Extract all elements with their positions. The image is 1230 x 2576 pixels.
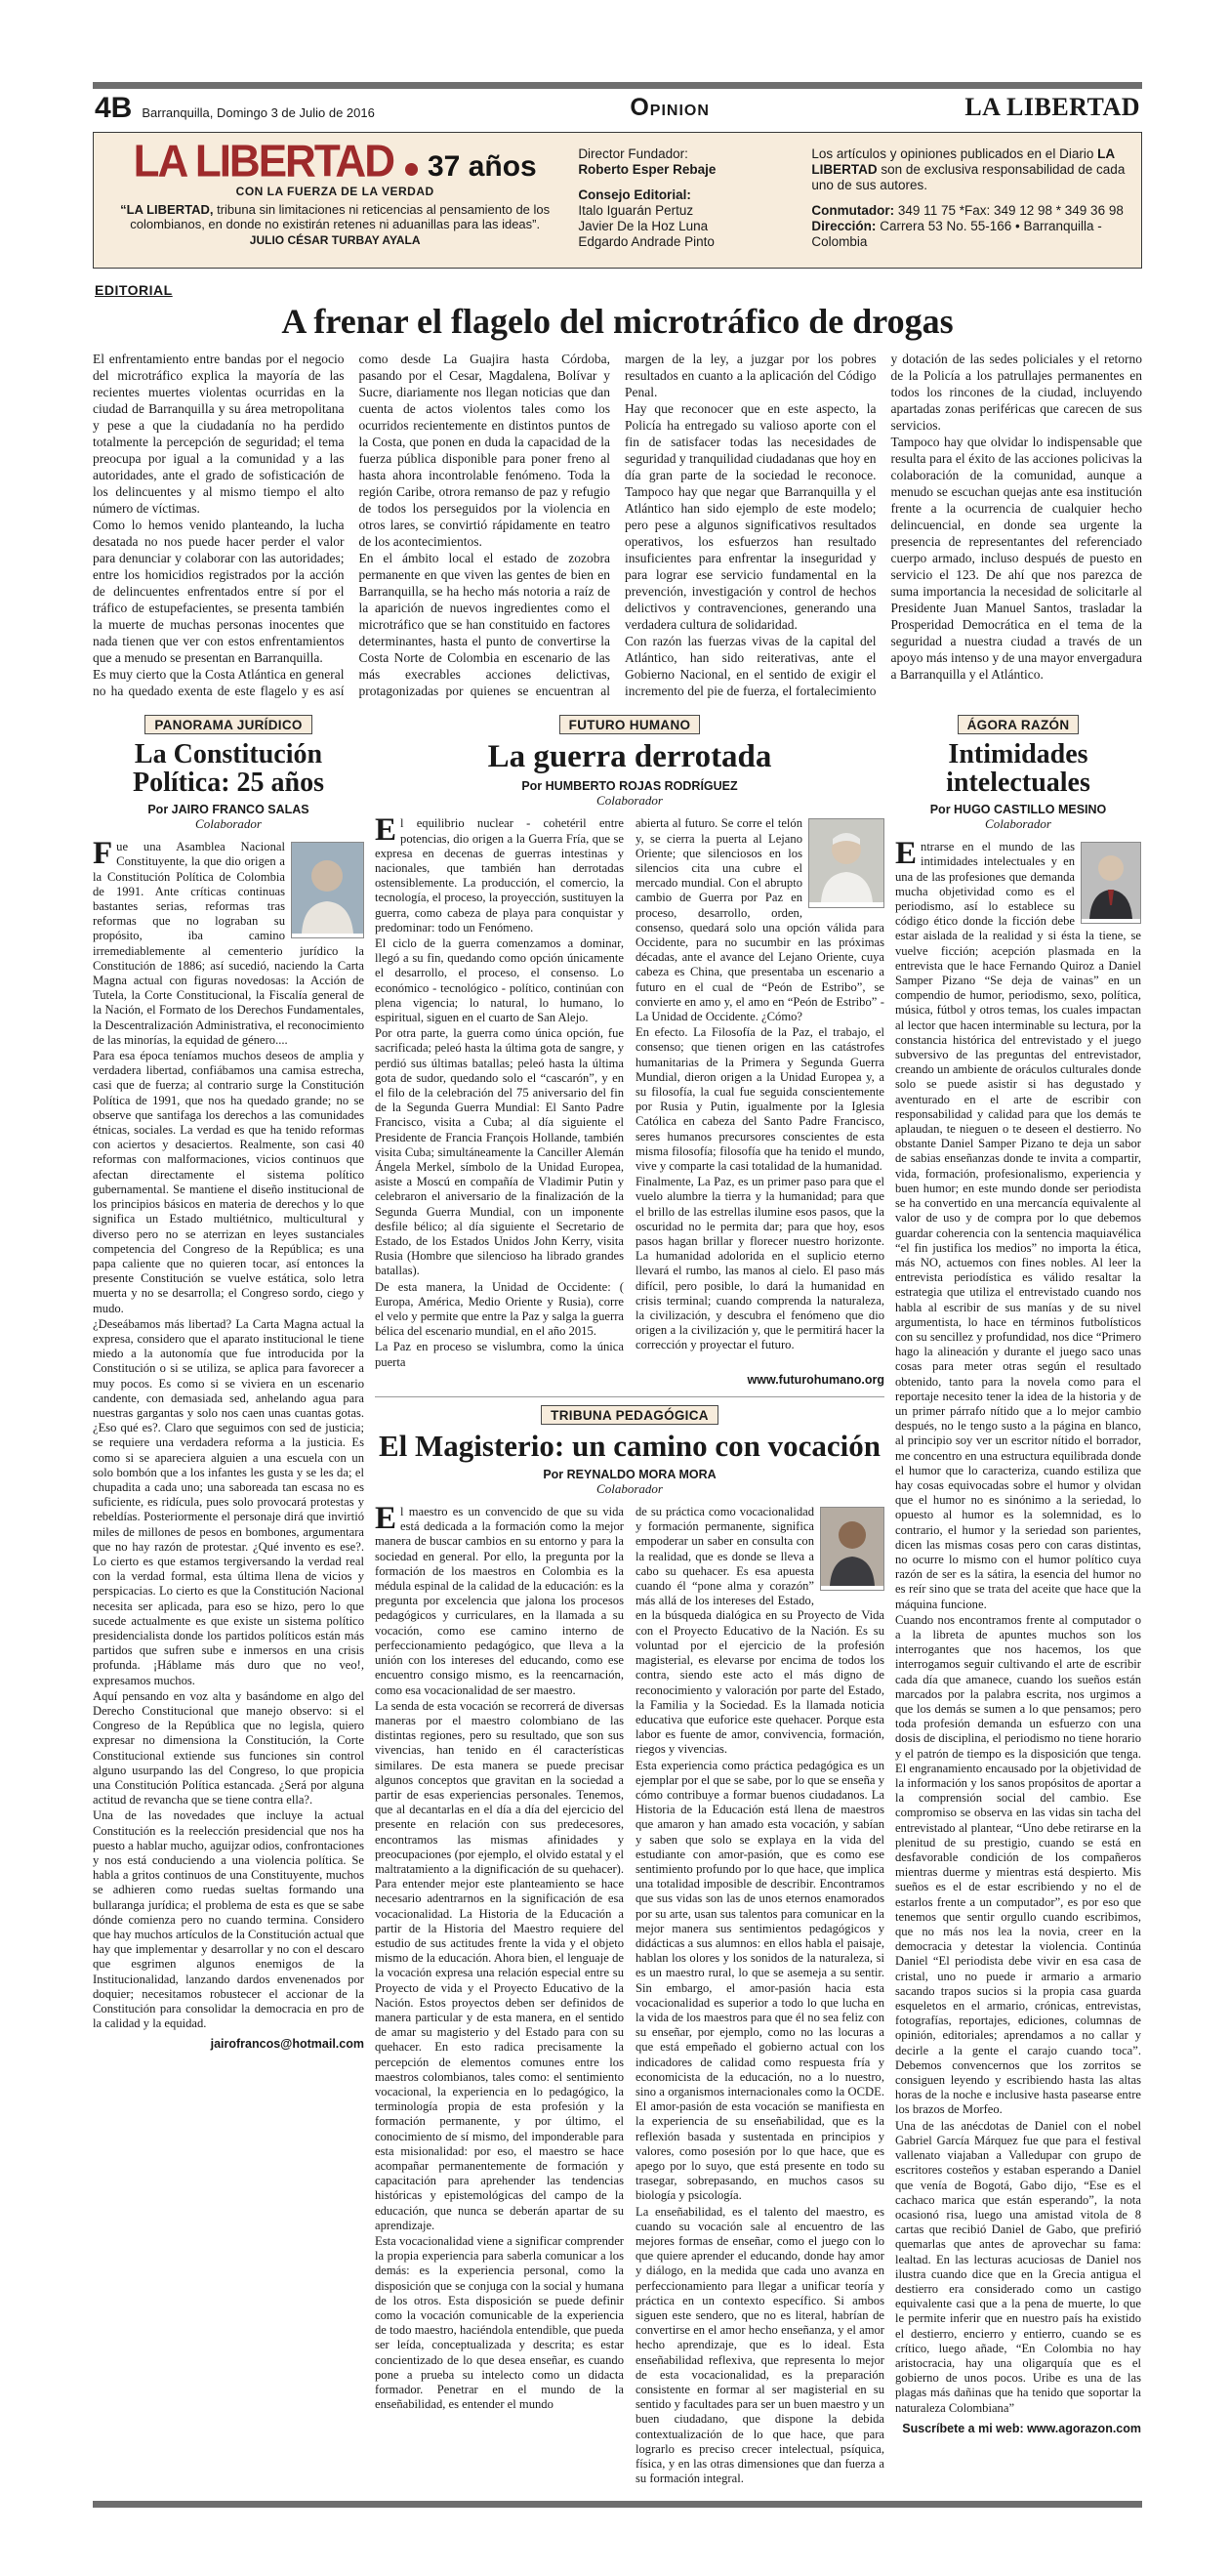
section-initial: O	[630, 94, 650, 121]
author-email-link[interactable]: jairofrancos@hotmail.com	[210, 2037, 364, 2052]
badge-tribuna-pedagogica: TRIBUNA PEDAGÓGICA	[541, 1405, 718, 1425]
paragraph: El ciclo de la guerra comenzamos a dominar, llegó a su fin, quedando como opción únicamente el desarrollo, el proceso, el consenso. Lo económico - tecnológico - político, continúan con plena vigencia; lo natural, lo humano, lo espiritual, siguen en el cuarto de San Alejo.	[375, 935, 624, 1024]
disclaimer-brand: LA LIBERTAD	[811, 146, 1115, 177]
agora-subscribe-link[interactable]: Suscríbete a mi web: www.agorazon.com	[902, 2421, 1141, 2435]
paragraph: Por otra parte, la guerra como única opción, fue sacrificada; peleó hasta la última gota de sangre, y perdió sus últimas batallas; peleó hasta la última gota de sudor, quedando solo el “cascarón”, y en el filo de la celebración del 75 aniversario del fin de la Segunda Guerra Mundial: El Santo Padre Francisco, visita a Cuba; al día siguiente el Presidente de Francia François Hollande, también visita Cuba; simultáneamente la Canciller Alemán Ángela Merkel, símbolo de la Unidad Europea, asiste a Moscú en compañía de Vladimir Putin y celebraron el aniversario de la finalización de la Segunda Guerra Mundial, con un imponente desfile bélico; al día siguiente el Secretario de Estado, de los Estados Unidos John Kerry, visita Rusia (Hombre que silencioso ha librado grandes batallas).	[375, 1026, 624, 1278]
address-label: Dirección:	[811, 219, 877, 233]
editorial-label: EDITORIAL	[95, 282, 173, 298]
paragraph: Una de las anécdotas de Daniel con el nobel Gabriel García Márquez fue que para el festival vallenato viajaban a Valledupar con grupo de escritores costeños y estaban esperando a Daniel que venía de Bogotá, Gabo dijo, “Ese es el cachaco marica que están esperando”, la nota ocasionó risa, luego una amistad vitola de 8 cartas que recibió Daniel de Gabo, que prefirió quemarlas que antes de aprovechar su fama: lealtad. En las lecturas acuciosas de Daniel nos ilustra cuando dice que en la Grecia antigua el destierro era considerado como un castigo equivalente casi que a la pena de muerte, lo que le permite inferir que en nuestro país ha existido el destierro, encierro y entierro, cuando se es crítico, luego añade, “En Colombia no hay aristocracia, hay una oligarquía que es el gobierno de unos pocos. Uribe es una de las plagas más dañinas que ha tenido que soportar la naturaleza Colombiana”	[895, 2118, 1141, 2415]
top-rule-bar	[93, 82, 1142, 89]
paragraph: Esta vocacionalidad viene a significar comprender la propia experiencia para saberla comunicar a los demás: es la experiencia personal, como la disposición que se conjuga con la social y humana de los otros. Esta disposición se puede definir como la vocación comunicable de la experiencia de todo maestro, haciéndola entendible, que pueda ser leída, conceptualizada y descrita; es estar concientizado de lo que desea enseñar, es cuando pone a prueba su intelecto como un didacta formador. Penetrar en el mundo de la enseñabilidad, es entender el mundo	[375, 2234, 624, 2412]
article-body-agora	[895, 836, 1141, 2416]
page-header	[93, 89, 1142, 124]
address-line	[811, 219, 1126, 250]
author-photo-reynaldo-mora	[820, 1507, 884, 1591]
byline-panorama: Por JAIRO FRANCO SALAS	[147, 803, 309, 817]
collaborator-futuro: Colaborador	[596, 793, 663, 809]
paragraph: De esta manera, la Unidad de Occidente: ( Europa, América, Medio Oriente y Rusia), corre el velo y permite que entre la Paz y salga la guerra bélica del escenario mundial, en el año 2015.	[375, 1279, 624, 1339]
author-photo-hugo-castillo	[1081, 842, 1141, 924]
collaborator-tribuna: Colaborador	[596, 1481, 663, 1497]
paragraph: Entrarse en el mundo de las intimidades intelectuales y en una de las profesiones que demanda mucha objetividad como es el periodismo, así lo establece su código ético donde la ficción debe estar aislada de la realidad y si ésta la tiene, se vuelve ficción; acepción plasmada en la entrevista que le hace Fernando Quiroz a Daniel Samper Pizano “Se deja de vainas” en un compendio de humor, periodismo, sexo, política, música, fútbol y otros temas, los cuales impactan al lector que hacen interminable su lectura, por la constancia histórica del entrevistado y el juego subversivo de las preguntas del entrevistador, creando un ambiente de oráculos culturales donde solo se puede asistir si has degustado y aventurado en el arte de escribir con responsabilidad y calidad para que los demás te aplaudan, te nieguen o te deseen el destierro. No obstante Daniel Samper Pizano te deja un sabor de sabias enseñanzas donde te invita a compartir, vida, formación, profesionalismo, experiencia y buen humor; en este mundo donde ser periodista se ha convertido en una mercancía equivalente al valor de uso y de compra por lo que debemos guardar coherencia con la sentencia maquiavélica “el fin justifica los medios” no importa la ética, más NO, actuemos con fines nobles. Al leer la entrevista periodística es válido resaltar la estrategia que utiliza el entrevistado cuando nos habla al escribir de sus manías y de su nivel argumentista, lo hace en términos futbolísticos con su sencillez y profundidad, nos dice “Primero hago la alineación y durante el juego saco unas cosas para meter otras según el resultado obtenido, tanto para la novela como para el reportaje necesito tener la idea de la historia y de un primer párrafo nítido que a lo mejor cambio después, no le tengo susto a la página en blanco, al principio soy ver un escritor nítido el borrador, me concentro en una estructura equilibrada donde el humor que lo caracteriza, cuando estiliza que hay cosas equivocadas sobre el humor y olvidan que el humor no es sinónimo a la seriedad, lo opuesto al humor es la solemnidad, es lo contrario, el humor y la seriedad son parientes, dicen las mismas cosas pero con caras distintas, no ocurre lo mismo con el humor político cuya razón de ser es la sátira, la esencia del humor no es reír sino que se trata del aceite que hace que la máquina funcione.	[895, 836, 1141, 1611]
director-label: Director Fundador:	[578, 146, 688, 161]
masthead-brand-block	[109, 136, 560, 260]
paragraph: La Paz en proceso se vislumbra, como la única puerta	[375, 1340, 624, 1369]
phone-numbers: 349 11 75 *Fax: 349 12 98 * 349 36 98	[894, 203, 1124, 218]
council-member: Edgardo Andrade Pinto	[578, 234, 715, 249]
masthead-quote	[109, 202, 560, 231]
article-body-panorama	[93, 836, 364, 2031]
disclaimer-pre: Los artículos y opiniones publicados en el Diario	[811, 146, 1098, 161]
paragraph: Para esa época teníamos muchos deseos de amplia y verdadera libertad, confiábamos una camisa estrecha, casi que de fuerza; al contrario surge la Constitución Política de 1991, que nos ha quedado grande; no se observe que santifaga los derechos a las comunidades étnicas, sociales. La verdad es que ha tenido reformas con aciertos y desaciertos. Realmente, son casi 40 reformas con malformaciones, vicios continuos que afectan directamente el sistema político gubernamental. Se mantiene el diseño institucional de los principios básicos en materia de derechos y lo que significa un Estado multiétnico, multicultural y diverso pero no se aterrizan en leyes sustanciales competencia del Congreso de la República; es una papa caliente que no quieren tocar, así entonces la presente Constitución se vuelve estática, solo letra muerta y no se desarrolla; el Congreso sordo, ciego y mudo.	[93, 1049, 364, 1315]
quote-rest: tribuna sin limitaciones ni reticencias al pensamiento de los colombianos, en donde no existirán retenes ni aduanillas para las ideas”.	[130, 202, 551, 231]
futuro-website-link[interactable]: www.futurohumano.org	[747, 1372, 884, 1387]
phone-label: Conmutador:	[811, 203, 895, 218]
paragraph: El enfrentamiento entre bandas por el negocio del microtráfico explica la mayoría de las recientes muertes violentas ocurridas en la ciudad de Barranquilla y su área metropolitana y pese a que la ciudadanía no ha perdido totalmente la percepción de seguridad; el tema preocupa por igual a la comunidad y a las autoridades, ante el grado de sofisticación de los delincuentes y al mismo tiempo el alto número de víctimas.	[93, 352, 345, 516]
paragraph: Fue una Asamblea Nacional Constituyente, la que dio origen a la Constitución Política de Colombia de 1991. Ante críticas continuas bastantes serias, reformas tras reformas que no lograban su propósito, iba camino irremediablemente al cementerio jurídico la Constitución de 1886; así sucedió, naciendo la Carta Magna actual con figuras novedosas: la Acción de Tutela, la Corte Constitucional, la Fiscalía general de la Nación, el Formato de los Derechos Fundamentales, la Descentralización Administrativa, el reconocimiento de las minorías, la equidad de género....	[93, 836, 364, 1047]
section-rest: PINION	[649, 103, 710, 119]
tribuna-column-2	[636, 1505, 884, 2487]
paragraph: Una de las novedades que incluye la actual Constitución es la reelección presidencial que nos ha puesto a hablar mucho, aguijzar odios, confrontaciones y nos está conduciendo a una violencia política. Se habla a gritos continuos de una Constituyente, muchos se adhieren como ruedas sueltas formando una bullaranga jurídica; el problema de esta es que se sabe dónde comienza pero no cuando termina. Considero que hay muchos artículos de la Constitución actual que hay que implementar y desarrollar y no con el descaro que esgrimen algunos enemigos de la Institucionalidad, lanzando dardos envenenados por doquier; necesitamos robustecer el accionar de la Constitución para consolidar la democracia en pro de la calidad y la equidad.	[93, 1808, 364, 2031]
phone-line	[811, 203, 1126, 219]
article-futuro-humano	[375, 715, 884, 1387]
article-title-panorama: La Constitución Política: 25 años	[133, 739, 324, 799]
paragraph: Con razón las fuerzas vivas de la capital del Atlántico, han sido reiterativas, ante el Gobierno Nacional, en el sentido de exigir el incremento del pie de fuerza, el fortalecimiento y dotación de las sedes policiales y el retorno de la Policía a los patrullajes permanentes en todos los rincones de la ciudad, incluyendo apartadas zonas periféricas que carecen de sus servicios.	[625, 352, 1142, 698]
disclaimer-text	[811, 146, 1126, 193]
paragraph: Tampoco hay que olvidar lo indispensable que resulta para el éxito de las acciones policivas la colaboración de la comunidad, aunque a menudo se escuchan quejas ante esa institución frente a la ocurrencia de cualquier hecho delincuencial, en donde sea urgente la presencia de representantes del referenciado cuerpo armado, incluso después de puesto en servicio el 123. De ahí que nos parezca de suma importancia la necesidad de solicitarle al Presidente Juan Manuel Santos, trasladar la Prosperidad Democrática en el tema de la seguridad a nuestra ciudad a través de un apoyo más intenso y de una mayor envergadura a Barranquilla y el Atlántico.	[890, 435, 1142, 682]
masthead-staff-block	[578, 143, 794, 260]
paragraph: Cuando nos encontramos frente al computador o a la libreta de apuntes muchos son los interrogantes que nos hacemos, los que interrogamos seguir cultivando el arte de escribir cada día que amanece, cuando los sueños están marcados por la palabra escrita, nos urgimos a que los demás se sumen a lo que pensamos; pero toda profesión demanda un esfuerzo con una dosis de disciplina, el periodismo no tiene horario y el patrón de tiempo es la disposición que tenga. El engranamiento encausado por la objetividad de la información y los sanos propósitos de aportar a la comprensión social del cambio. Ese compromiso se observa en las vidas sin tacha del entrevistado al plantear, “Uno debe retirarse en la plenitud de su prestigio, cuando se está en desfavorable condición de los compañeros mientras duerme y mientras está despierto. Mis sueños es el de estar escribiendo y no el de estarlos frente a un computador”, es por eso que tenemos que sentir orgullo cuando escribimos, que no más nos lea la novia, creer en la democracia y detestar la violencia. Continúa Daniel “El periodista debe vivir en esa casa de cristal, uno no puede ir armario a armario sacando trapos sucios si la propia casa guarda esqueletos en el armario, crónicas, entrevistas, fotografías, reportajes, ediciones, columnas de opinión, editoriales; aprendamos a no callar y decirle a la gente el carajo cuando toca”. Debemos convencernos que los zorritos se consiguen leyendo y escribiendo hasta las altas horas de la noche e inclusive hasta pasearse entre los brazos de Morfeo.	[895, 1612, 1141, 2117]
author-photo-humberto-rojas	[808, 818, 884, 907]
collaborator-panorama: Colaborador	[195, 816, 262, 832]
page-folio: 4B	[95, 92, 133, 124]
anniversary-label: 37 años	[427, 150, 537, 183]
byline-agora: Por HUGO CASTILLO MESINO	[929, 803, 1107, 817]
byline-tribuna: Por REYNALDO MORA MORA	[543, 1468, 717, 1482]
paragraph: ¿Deseábamos más libertad? La Carta Magna actual la expresa, considero que el aparato institucional le tiene miedo a la autonomía que fue introducida por la Constitución o si se utiliza, se aplica para favorecer a muy pocos. Es como si se viviera en un escenario candente, con demasiada sed, anhelando agua para nuestras gargantas y solo nos caen unas cuantas gotas. ¿Eso qué es?. Claro que seguimos con sed de justicia; se requiere una verdadera reforma a la justicia. Es como si se apareciera alguien a una escuela con un solo bombón que a los infantes les gusta y se les da; el chupadita a cada uno; una saboreada tan escasa no es suficiente, es ridícula, pues solo provocará protestas y rebeldías. Posteriormente el personaje dirá que invirtió miles de millones de pesos en bombones, argumentara que no hay razón de protestar. ¿Qué invento es ese?. Lo cierto es que estamos tergiversando la verdad real con la verdad formal, esta última llena de vicios y perspicacias. Lo cierto es que la Constitución Nacional necesita ser aplicada, para eso se hizo, pero lo que sucede actualmente es que existe un sistema político presidencialista donde los partidos políticos están más partidos que sufren sube e inmersos en una crisis profunda. ¡Háblame más duro que no veo!, expresamos muchos.	[93, 1316, 364, 1687]
page-dateline: Barranquilla, Domingo 3 de Julio de 2016	[142, 105, 375, 120]
masthead-info-block	[811, 143, 1126, 260]
paragraph: abierta al futuro. Se corre el telón y, se cierra la puerta al Lejano Oriente; que silenciosos en los silencios cita una cubre el mercado mundial. Con el abrupto cambio de Guerra por Paz en proceso, desarrollo, orden, consenso, quedará solo una opción válida para Occidente, para no sucumbir en las próximas décadas, ante el avance del Lejano Oriente, cuya cabeza es China, que presentaba un escenario a futuro en el cual de “Peón de Estribo”, se convierte en amo y, el amo en “Peón de Estribo” - La Unidad de Occidente. ¿Cómo?	[636, 816, 884, 1023]
paragraph: Hay que reconocer que en este aspecto, la Policía ha entregado su valioso aporte con el fin de satisfacer todas las necesidades de seguridad y tranquilidad ciudadanas que hoy en día gran parte de la sociedad le reconoce. Tampoco hay que negar que Barranquilla y el Atlántico han sido ejemplo de este modelo; pero pese a algunos significativos resultados operativos, los esfuerzos han resultado insuficientes para enfrentar la inseguridad y para lograr ese servicio fundamental en la prevención, investigación y control de hechos delictivos y contravenciones, generando una verdadera cultura de solidaridad.	[625, 401, 877, 632]
paragraph: Finalmente, La Paz, es un primer paso para que el vuelo alumbre la tierra y la humanidad; para que el brillo de las estrellas ilumine esos pasos, que la oscuridad no le permita dar; para que hoy, esos pasos hagan brillar y florecer nuestro horizonte. La humanidad adolorida en el suplicio eterno llevará el rumbo, las manos al cielo. El paso más difícil, pero posible, lo dará la humanidad en crisis terminal; cuando comprenda la naturaleza, la civilización, y descubra el fenómeno que dio origen a la civilización y, que le permitirá hacer la corrección y proyectar el futuro.	[636, 1175, 884, 1352]
address-value: Carrera 53 No. 55-166 • Barranquilla - Colombia	[811, 219, 1102, 249]
paragraph: En el ámbito local el estado de zozobra permanente en que viven las gentes de bien en Barranquilla, se ha hecho más notoria a raíz de la aparición de nuevos ingredientes como el microtráfico que se han constituido en factores determinantes, hasta el punto de convertirse la Costa Norte de Colombia en escenario de las más execrables acciones delictivas, protagonizadas por quienes se encuentran al margen de la ley, a juzgar por los pobres resultados en cuanto a la aplicación del Código Penal.	[358, 352, 877, 698]
futuro-column-1	[375, 812, 624, 1371]
paper-name-header: LA LIBERTAD	[964, 93, 1140, 121]
middle-column	[375, 715, 884, 2487]
author-photo-jairo-franco	[291, 842, 364, 938]
masthead-box	[93, 132, 1142, 269]
paragraph: El maestro es un convencido de que su vida está dedicada a la formación como la mejor manera de buscar cambios en su entorno y para la sociedad en general. Por ello, la pregunta por la formación de los maestros en Colombia es la médula espinal de la calidad de la educación: es la pregunta por excelencia que jalona los procesos pedagógicos y curriculares, en la llamada a su vocación, como ese camino interno de perfeccionamiento pedagógico, que lleva a la unión con los intereses del educando, como ese encuentro consigo mismo, es la reencarnación, como esa vocacionalidad de ser maestro.	[375, 1501, 624, 1697]
newspaper-page	[93, 0, 1142, 2576]
article-title-agora: Intimidades intelectuales	[946, 739, 1090, 799]
article-tribuna-pedagogica	[375, 1396, 884, 2488]
editorial-body	[93, 351, 1142, 699]
paragraph: El equilibrio nuclear - cohetéril entre potencias, dio origen a la Guerra Fría, que se expresa en decenas de guerras intestinas y nacionales, que también han derrotadas ostensiblemente. La producción, el comercio, la tecnología, el proceso, la proyección, sustituyen la guerra, como cabeza de playa para conquistar y predominar: todo un Fenómeno.	[375, 812, 624, 935]
paragraph: En efecto. La Filosofía de la Paz, el trabajo, el consenso; que tienen origen en las catástrofes humanitarias de la Primera y Segunda Guerra Mundial, dieron origen a la Unidad Europea y, a su filosofía, la cual fue seguida conscientemente por Rusia y Putin, igualmente por la Iglesia Católica en cabeza del Santo Padre Francisco, seres humanos precursores conscientes de esta misma filosofía; filosofía que ha tenido el mundo, vive y comparte la casi totalidad de la humanidad.	[636, 1025, 884, 1173]
paragraph: La enseñabilidad, es el talento del maestro, es cuando su vocación sale al encuentro de las mejores formas de enseñar, como el juego con lo que quiere aprender el educando, donde hay amor y diálogo, en la medida que cada uno avanza en perfeccionamiento para llegar a unificar teoría y práctica en un contexto específico. Si ambos siguen este sendero, que no es literal, habrían de convertirse en el amor hecho enseñanza, y el amor hecho aprendizaje, que es lo ideal. Esta enseñabilidad reflexiva, que representa lo mejor de esta vocacionalidad, es la preparación consistente en formar al ser magisterial en su sentido y facultades para ser un buen maestro y un buen ciudadano, que dispone la debida contextualización de lo que hace, que para lograrlo es preciso crecer intelectual, psíquica, física, y en las otras dimensiones que dan fuerza a su formación integral.	[636, 2204, 884, 2486]
editorial-title: A frenar el flagelo del microtráfico de drogas	[281, 302, 954, 341]
badge-futuro-humano: FUTURO HUMANO	[559, 715, 701, 734]
article-panorama-juridico	[93, 715, 364, 2487]
article-agora-razon	[895, 715, 1141, 2487]
paragraph: Aquí pensando en voz alta y basándome en algo del Derecho Constitucional que manejo observo: si el Congreso de la República que no legisla, quiero expresar no dimensiona la Constitución, la Corte Constitucional extiende sus funciones sin control alguno usurpando las del Congreso, lo que propicia una Constitución Política estancada. ¿Será por alguna actitud de revancha que se tiene contra ella?.	[93, 1688, 364, 1807]
collaborator-agora: Colaborador	[985, 816, 1051, 832]
opinion-columns	[93, 715, 1142, 2487]
quote-lead: “LA LIBERTAD,	[120, 202, 214, 217]
quote-author: JULIO CÉSAR TURBAY AYALA	[249, 233, 421, 247]
newspaper-logo: LA LIBERTAD	[133, 136, 393, 187]
council-member: Javier De la Hoz Luna	[578, 219, 709, 233]
tribuna-column-1	[375, 1501, 624, 2487]
paragraph: Es muy cierto que la Costa Atlántica en general no ha quedado exenta de este flagelo y es así como desde La Guajira hasta Córdoba, pasando por el Cesar, Magdalena, Bolívar y Sucre, diariamente nos llegan noticias que dan cuenta de actos violentos tales como los ocurridos recientemente en distintos puntos de la Costa, que ponen en duda la capacidad de la fuerza pública disponible para poner freno al hasta ahora incontrolable fenómeno. Toda la región Caribe, otrora remanso de paz y refugio de todos los perseguidos por la violencia en otros lares, se convirtió rápidamente en teatro de los acontecimientos.	[93, 352, 610, 698]
director-name: Roberto Esper Rebaje	[578, 162, 717, 177]
section-title	[630, 94, 710, 122]
article-title-tribuna: El Magisterio: un camino con vocación	[378, 1428, 882, 1463]
paragraph: La senda de esta vocación se recorrerá de diversas maneras por el maestro colombiano de las distintas regiones, pero su resultado, que son sus vivencias, han tenido en él características similares. De esta manera se puede precisar algunos conceptos que gravitan en la sociedad a partir de esas experiencias personales. Tenemos, que al decantarlas en el día a día del ejercicio del presente en relación con sus predecesores, encontramos las mismas afinidades y preocupaciones (por ejemplo, el olvido estatal y el maltratamiento a la dignificación de su quehacer). Para entender mejor este planteamiento se hace necesario adentrarnos en la significación de esa vocacionalidad. La Historia de la Educación a partir de la Historia del Maestro requiere del estudio de sus actitudes frente la vida y el objeto mismo de la educación. Ahora bien, el lenguaje de la vocación expresa una relación especial entre su Proyecto de vida y el Proyecto Educativo de la Nación. Estos proyectos deben ser definidos de manera particular y de esta manera, en el sentido de amar su magisterio y del Estado para con su quehacer. En esto radica precisamente la percepción de elementos comunes entre los maestros colombianos, tales como: el sentimiento vocacional, la experiencia en lo pedagógico, la terminología propia de esta profesión y la formación permanente, y por último, el conocimiento de sí mismo, del imponderable para esta misionalidad: por eso, el maestro se hace acompañar permanentemente de formación y capacitación para aprehender las tendencias históricas y epistemológicas del campo de la educación, que nunca se deberán apartar de su aprendizaje.	[375, 1698, 624, 2232]
badge-agora-razon: ÁGORA RAZÓN	[958, 715, 1080, 734]
badge-panorama-juridico: PANORAMA JURÍDICO	[144, 715, 311, 734]
article-title-futuro: La guerra derrotada	[487, 739, 772, 774]
council-member: Italo Iguarán Pertuz	[578, 203, 694, 218]
paragraph: Esta experiencia como práctica pedagógica es un ejemplar por el que se sabe, por lo que se enseña y cómo contribuye a formar buenos ciudadanos. La Historia de la Educación está llena de maestros que amaron y han amado esta vocación, y sabían y saben que solo se explaya en la vida del estudiante con amor-pasión, que es como ese sentimiento profundo por lo que hace, que implica una totalidad imposible de describir. Encontramos que sus vidas son las de unos eternos enamorados por su arte, usan sus talentos para comunicar en la mejor manera sus sentimientos pedagógicos y didácticas a sus alumnos: en ellos habla el paisaje, hablan los olores y los sonidos de la naturaleza, si es un maestro rural, lo que se asemeja a su sentir. Sin embargo, el amor-pasión hacia esta vocacionalidad es superior a todo lo que lucha en la vida de los maestros para que él no sea feliz con su enseñar, por ejemplo, como no las locuras a que está empeñado el gobierno actual con los indicadores de calidad como respuesta fría y economicista de la educación, no a lo nuestro, sino a organismos internacionales como la OCDE. El amor-pasión de esta vocación se manifiesta en la experiencia de su enseñabilidad, que es la reflexión basada y sustentada en principios y valores, como posesión por lo que hace, que es apego por lo suyo, que está presente en todo su trasegar, sobrepasando, en muchos casos su biología y psicología.	[636, 1758, 884, 2203]
byline-futuro: Por HUMBERTO ROJAS RODRÍGUEZ	[521, 779, 738, 794]
futuro-column-2	[636, 816, 884, 1371]
masthead-slogan: CON LA FUERZA DE LA VERDAD	[235, 185, 434, 198]
council-label: Consejo Editorial:	[578, 187, 691, 202]
bottom-rule-bar	[93, 2501, 1142, 2508]
paragraph: de su práctica como vocacionalidad y formación permanente, significa empoderar un saber en consulta con la realidad, que es donde se lleva a cabo su quehacer. Es esa apuesta cuando él “pone alma y corazón” más allá de los intereses del Estado, en la búsqueda dialógica en su Proyecto de Vida con el Proyecto Educativo de la Nación. Es su voluntad por el ejercicio de la profesión magisterial, es elevarse por encima de todos los contra, siendo este acto el más digno de reconocimiento y valoración por parte del Estado, la Familia y la Sociedad. Es la llamada noticia educativa que euforice este quehacer. Porque esta labor es fuente de amor, convivencia, formación, riegos y vivencias.	[636, 1505, 884, 1757]
paragraph: Como lo hemos venido planteando, la lucha desatada no nos puede hacer perder el valor para denunciar y colaborar con las autoridades; entre los homicidios registrados por la acción de delincuentes enfrentados entre sí por el tráfico de estupefacientes, se presenta también la muerte de muchas personas inocentes que nada tienen que ver con estos enfrentamientos que a menudo se presentan en Barranquilla.	[93, 518, 345, 665]
logo-dot	[405, 163, 418, 176]
disclaimer-post: son de exclusiva responsabilidad de cada uno de sus autores.	[811, 162, 1126, 192]
